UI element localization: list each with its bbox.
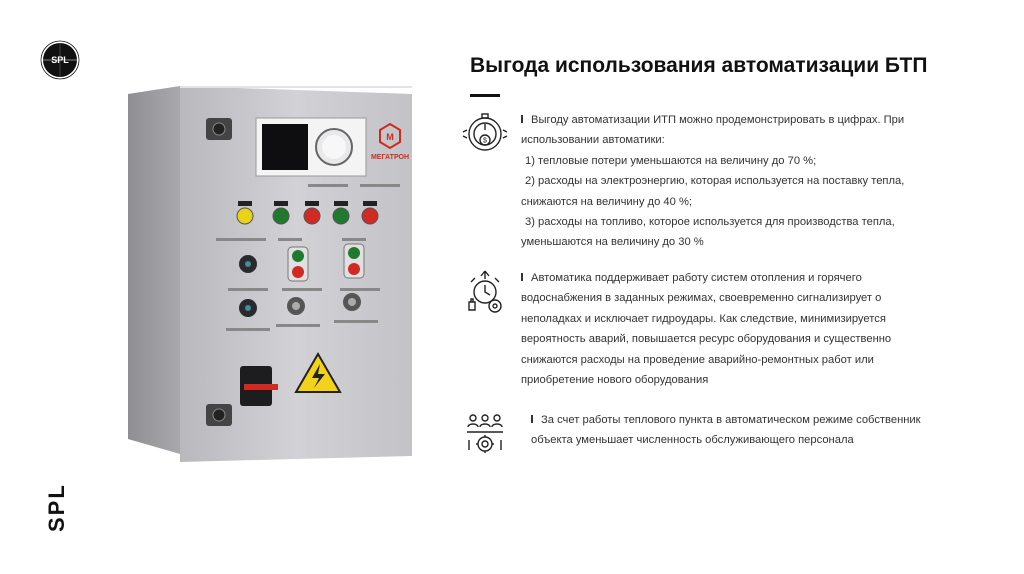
spl-logo — [40, 40, 80, 80]
text-line: 1) тепловые потери уменьшаются на величину до 70 %; — [525, 154, 817, 167]
text-line: водоснабжения в заданных режимах, своевременно сигнализирует о — [521, 292, 882, 305]
text-line: За счет работы теплового пункта в автоматическом режиме собственник — [531, 410, 931, 430]
control-cabinet-image — [128, 84, 416, 464]
stopwatch-money-icon — [461, 110, 509, 158]
side-brand-text: SPL — [44, 483, 69, 532]
text-line: 3) расходы на топливо, которое используется для производства тепла, — [525, 216, 895, 229]
svg-text:M: M — [386, 132, 394, 142]
bullet-marker — [521, 273, 523, 281]
text-line: использовании автоматики: — [521, 134, 665, 147]
text-line: уменьшаются на величину до 30 % — [521, 236, 704, 249]
svg-text:$: $ — [483, 137, 487, 145]
text-line: 2) расходы на электроэнергию, которая используется на поставку тепла, — [525, 175, 905, 188]
bullet-marker — [521, 115, 523, 123]
text-line: вероятность аварий, повышается ресурс оборудования и существенно — [521, 333, 892, 346]
text-line: неполадках и исключает гидроудары. Как следствие, минимизируется — [521, 312, 886, 325]
bullet-marker — [531, 415, 533, 423]
text-line: объекта уменьшает численность обслуживающего персонала — [531, 434, 854, 447]
benefit-text-staff — [531, 410, 931, 451]
text-line: снижаются на величину до 40 %; — [521, 195, 693, 208]
page-title: Выгода использования автоматизации БТП — [470, 54, 928, 77]
cabinet-brand-text: МЕГАТРОН — [370, 154, 410, 161]
text-line: приобретение нового оборудования — [521, 374, 709, 387]
benefit-text-savings — [521, 110, 921, 253]
logo-text: SPL — [51, 55, 69, 65]
text-line: Выгоду автоматизации ИТП можно продемонстрировать в цифрах. При — [521, 110, 921, 130]
people-gear-icon — [461, 410, 509, 458]
benefit-text-reliability — [521, 268, 921, 390]
title-underline — [470, 94, 500, 97]
clock-gear-icon — [461, 268, 509, 316]
text-line: Автоматика поддерживает работу систем отопления и горячего — [521, 268, 921, 288]
text-line: снижаются расходы на проведение аварийно-ремонтных работ или — [521, 353, 874, 366]
